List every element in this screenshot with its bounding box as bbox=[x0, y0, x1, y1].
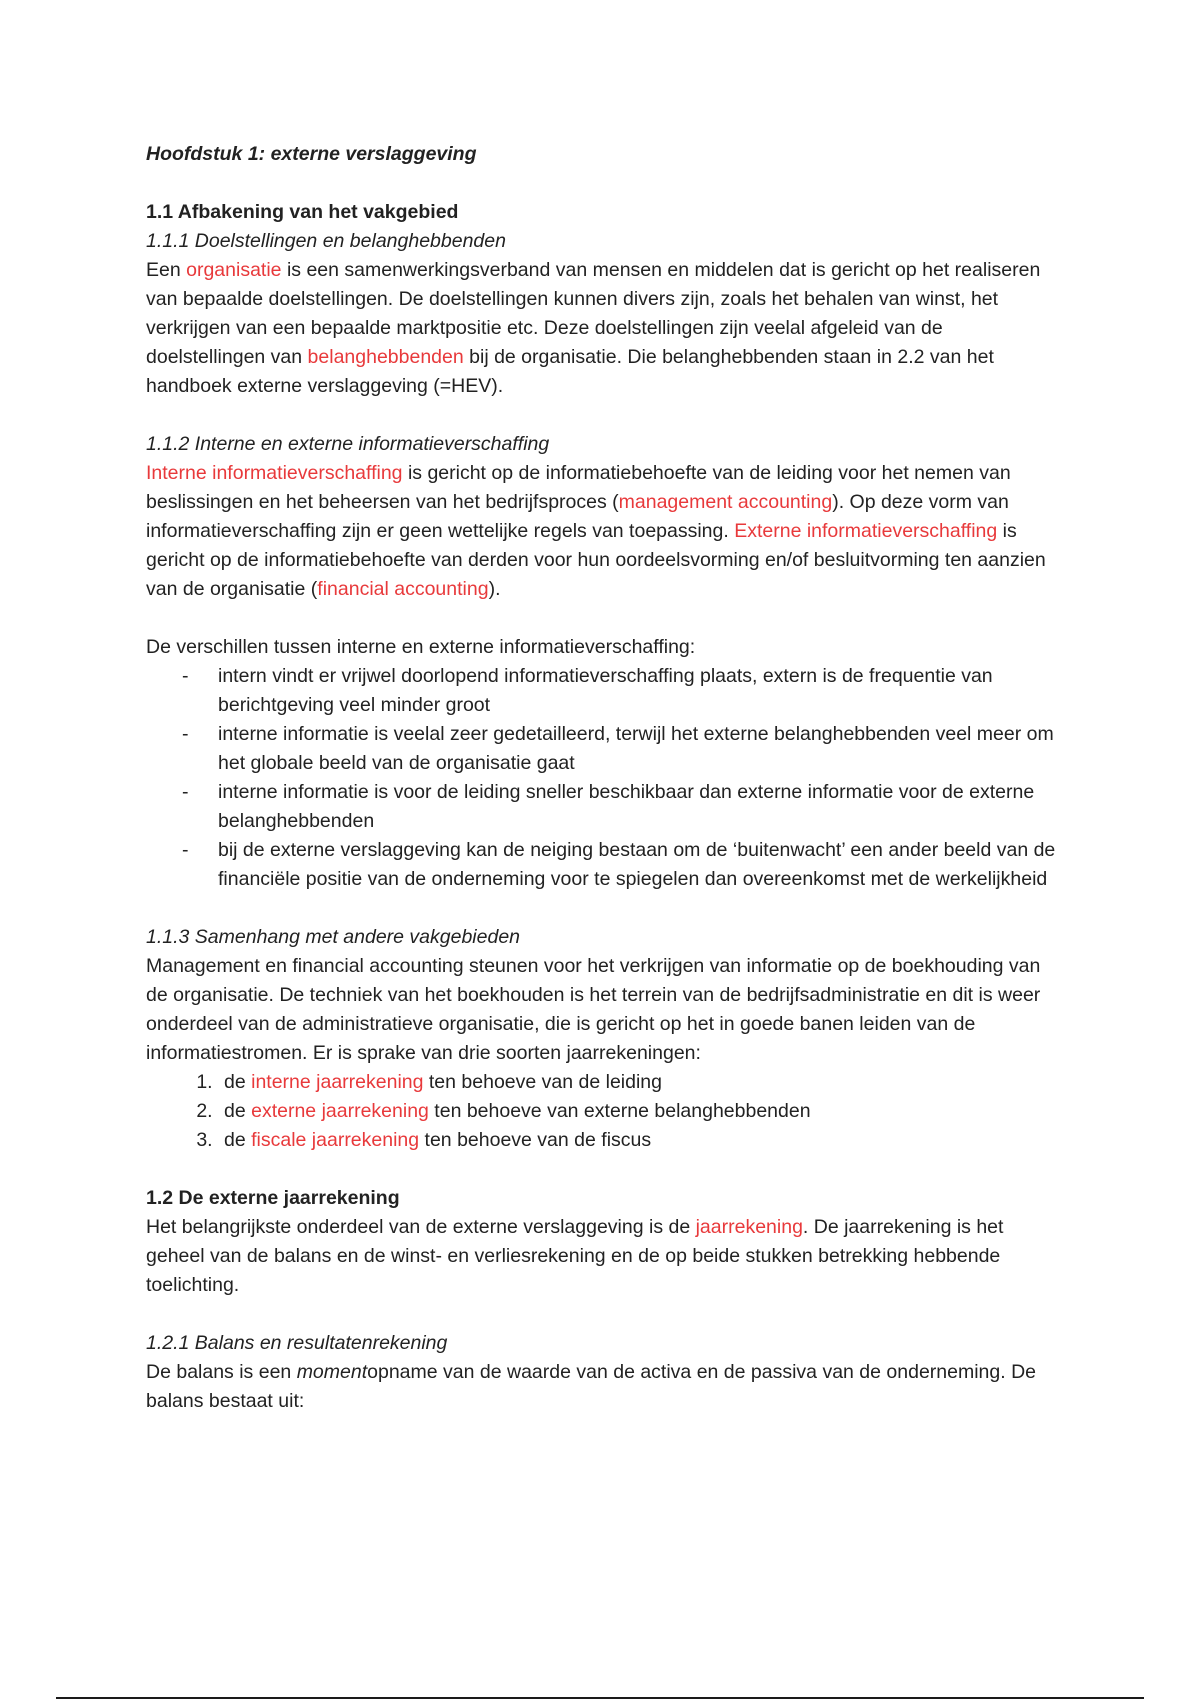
text-run: is gericht op de informatiebehoefte van derden voor hun oordeelsvorming en/of besluitvorming ten aanzien van de organisatie ( bbox=[146, 520, 1046, 600]
section-1-1-1-paragraph bbox=[146, 256, 1066, 401]
text-run: de bbox=[224, 1129, 252, 1151]
text-run: ten behoeve van externe belanghebbenden bbox=[428, 1100, 811, 1122]
list-item bbox=[218, 1068, 1066, 1097]
term-organisatie: organisatie bbox=[186, 259, 282, 281]
section-1-2-1-paragraph bbox=[146, 1358, 1066, 1416]
list-item: - intern vindt er vrijwel doorlopend informatieverschaffing plaats, extern is de frequentie van berichtgeving veel minder groot bbox=[218, 662, 1066, 720]
emphasis-moment: moment bbox=[296, 1361, 368, 1383]
list-item bbox=[218, 1126, 1066, 1155]
term-belanghebbenden: belanghebbenden bbox=[307, 346, 464, 368]
text-run: opname van de waarde van de activa en de passiva van de onderneming. De balans bestaat uit: bbox=[146, 1361, 1036, 1412]
section-1-2-paragraph bbox=[146, 1213, 1066, 1300]
text-run: is een samenwerkingsverband van mensen en middelen dat is gericht op het realiseren van bepaalde doelstellingen. De doelstellingen kunnen divers zijn, zoals het behalen van winst, het verkrijgen van een bepaalde marktpositie etc. Deze doelstellingen zijn veelal afgeleid van de doelstellingen van bbox=[146, 259, 1041, 368]
text-run: ). bbox=[488, 578, 501, 600]
text-run: de bbox=[224, 1071, 252, 1093]
document-page bbox=[146, 140, 1066, 1416]
term-interne-jaarrekening: interne jaarrekening bbox=[251, 1071, 424, 1093]
text-run: bij de organisatie. Die belanghebbenden staan in 2.2 van het handboek externe verslaggeving (=HEV). bbox=[146, 346, 994, 397]
text-run: Een bbox=[146, 259, 187, 281]
term-interne-informatieverschaffing: Interne informatieverschaffing bbox=[146, 462, 403, 484]
list-item bbox=[218, 1097, 1066, 1126]
page-bottom-rule bbox=[56, 1697, 1144, 1699]
section-1-1-2-heading: 1.1.2 Interne en externe informatieverschaffing bbox=[146, 433, 550, 455]
term-externe-jaarrekening: externe jaarrekening bbox=[251, 1100, 429, 1122]
term-financial-accounting: financial accounting bbox=[317, 578, 489, 600]
section-1-2-heading: 1.2 De externe jaarrekening bbox=[146, 1187, 400, 1209]
differences-list bbox=[146, 662, 1066, 894]
differences-intro: De verschillen tussen interne en externe informatieverschaffing: bbox=[146, 636, 696, 658]
term-management-accounting: management accounting bbox=[618, 491, 833, 513]
chapter-title: Hoofdstuk 1: externe verslaggeving bbox=[146, 143, 477, 165]
section-1-1-3-paragraph: Management en financial accounting steunen voor het verkrijgen van informatie op de boekhouding van de organisatie. De techniek van het boekhouden is het terrein van de bedrijfsadministratie en dit is weer onderdeel van de administratieve organisatie, die is gericht op het in goede banen leiden van de informatiestromen. Er is sprake van drie soorten jaarrekeningen: bbox=[146, 955, 1041, 1064]
text-run: is gericht op de informatiebehoefte van de leiding voor het nemen van beslissingen en het beheersen van het bedrijfsproces ( bbox=[146, 462, 1011, 513]
text-run: . De jaarrekening is het geheel van de balans en de winst- en verliesrekening en de op beide stukken betrekking hebbende toelichting. bbox=[146, 1216, 1004, 1296]
section-1-2-1-heading: 1.2.1 Balans en resultatenrekening bbox=[146, 1332, 448, 1354]
list-item: - bij de externe verslaggeving kan de neiging bestaan om de ‘buitenwacht’ een ander beeld van de financiële positie van de onderneming voor te spiegelen dan overeenkomst met de werkelijkheid bbox=[218, 836, 1066, 894]
text-run: Het belangrijkste onderdeel van de externe verslaggeving is de bbox=[146, 1216, 696, 1238]
text-run: ten behoeve van de leiding bbox=[423, 1071, 662, 1093]
section-1-1-heading: 1.1 Afbakening van het vakgebied bbox=[146, 201, 459, 223]
section-1-1-1-heading: 1.1.1 Doelstellingen en belanghebbenden bbox=[146, 230, 506, 252]
text-run: ). Op deze vorm van informatieverschaffing zijn er geen wettelijke regels van toepassing. bbox=[146, 491, 1009, 542]
text-run: ten behoeve van de fiscus bbox=[419, 1129, 652, 1151]
term-fiscale-jaarrekening: fiscale jaarrekening bbox=[251, 1129, 420, 1151]
term-jaarrekening: jaarrekening bbox=[695, 1216, 803, 1238]
list-item: - interne informatie is veelal zeer gedetailleerd, terwijl het externe belanghebbenden veel meer om het globale beeld van de organisatie gaat bbox=[218, 720, 1066, 778]
jaarrekeningen-list bbox=[146, 1068, 1066, 1155]
term-externe-informatieverschaffing: Externe informatieverschaffing bbox=[734, 520, 998, 542]
section-1-1-3-heading: 1.1.3 Samenhang met andere vakgebieden bbox=[146, 926, 521, 948]
section-1-1-2-paragraph bbox=[146, 459, 1066, 604]
text-run: de bbox=[224, 1100, 252, 1122]
list-item: - interne informatie is voor de leiding sneller beschikbaar dan externe informatie voor de externe belanghebbenden bbox=[218, 778, 1066, 836]
text-run: De balans is een bbox=[146, 1361, 297, 1383]
